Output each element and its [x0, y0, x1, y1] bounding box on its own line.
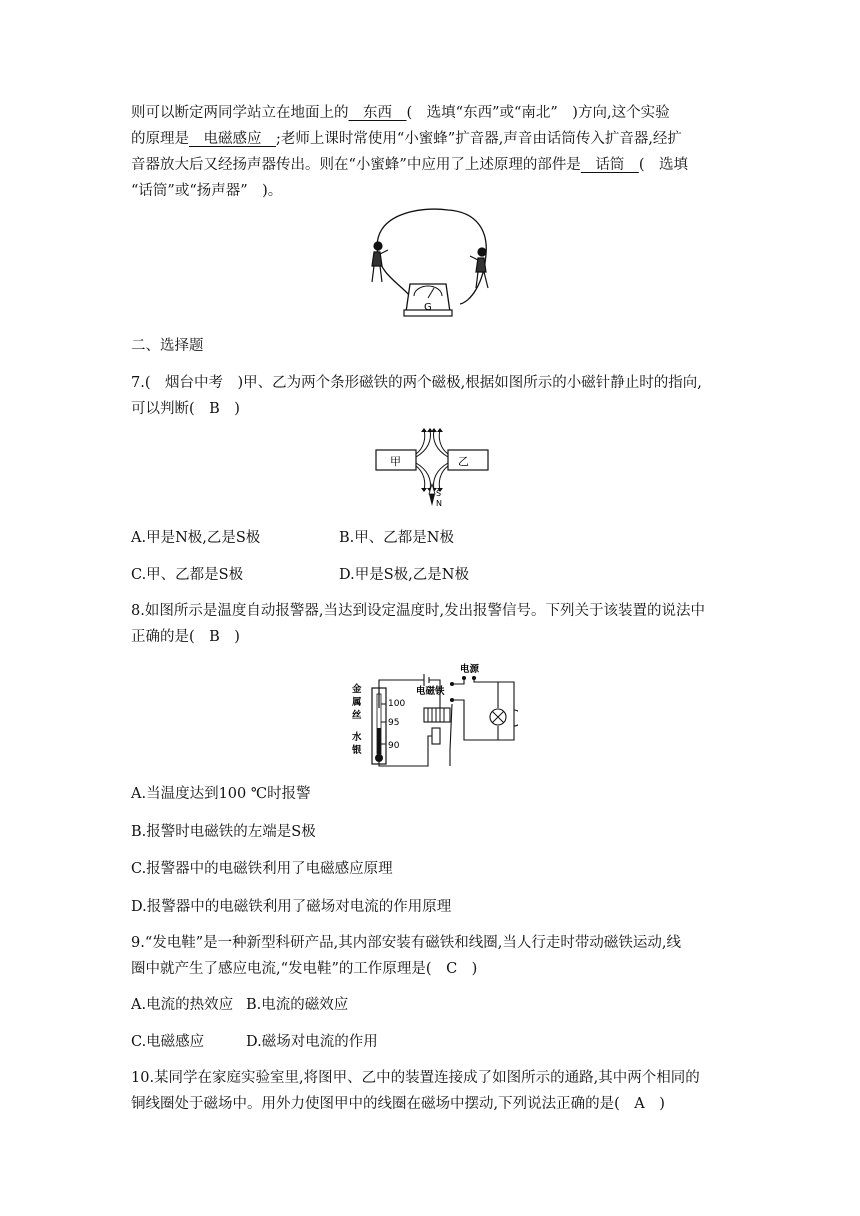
- q7-option-b: B.甲、乙都是N极: [339, 530, 454, 546]
- q7-option-a: A.甲是N极,乙是S极: [131, 530, 261, 546]
- text: ;老师上课时常使用“小蜜蜂”扩音器,声音由话筒传入扩音器,经扩: [276, 131, 682, 147]
- magnet-left-label: 甲: [390, 455, 401, 468]
- right-student-icon: [470, 248, 488, 288]
- answer-blank: 电磁感应: [189, 131, 276, 147]
- q8-option-d: D.报警器中的电磁铁利用了磁场对电流的作用原理: [131, 899, 452, 915]
- q10-stem-line-1: 10.某同学在家庭实验室里,将图甲、乙中的装置连接成了如图所示的通路,其中两个相同的: [131, 1070, 700, 1086]
- needle-n-label: N: [436, 499, 442, 508]
- intro-line-4: “话筒”或“扬声器” )。: [131, 183, 283, 199]
- q9-stem-line-1: 9.“发电鞋”是一种新型科研产品,其内部安装有磁铁和线圈,当人行走时带动磁铁运动,线: [131, 935, 681, 951]
- answer-blank: 东西: [348, 105, 407, 121]
- intro-line-2: [131, 129, 682, 149]
- scale-90: 90: [388, 741, 400, 751]
- q9-option-b: B.电流的磁效应: [246, 997, 349, 1013]
- text: 音器放大后又经扬声器传出。则在“小蜜蜂”中应用了上述原理的部件是: [131, 157, 581, 173]
- alarm-circuit: [452, 677, 514, 741]
- field-lines: [416, 430, 448, 490]
- text: 的原理是: [131, 131, 189, 147]
- text: 则可以断定两同学站立在地面上的: [131, 105, 349, 121]
- lamp-icon: [490, 709, 506, 725]
- intro-line-3: [131, 155, 688, 175]
- needle-s-label: S: [436, 489, 442, 498]
- q9-stem-line-2: 圈中就产生了感应电流,“发电鞋”的工作原理是( C ): [131, 961, 478, 977]
- label-shu: 属: [352, 697, 362, 708]
- label-si: 丝: [352, 710, 362, 721]
- q8-option-c: C.报警器中的电磁铁利用了电磁感应原理: [131, 861, 393, 877]
- intro-line-1: [131, 103, 670, 123]
- relay-switch: [450, 683, 454, 767]
- q9-option-a: A.电流的热效应: [131, 997, 234, 1013]
- q8-option-b: B.报警时电磁铁的左端是S极: [131, 824, 316, 840]
- q10-stem-line-2: 铜线圈处于磁场中。用外力使图甲中的线圈在磁场中摆动,下列说法正确的是( A ): [131, 1096, 665, 1112]
- q8-stem-line-1: 8.如图所示是温度自动报警器,当达到设定温度时,发出报警信号。下列关于该装置的说法中: [131, 603, 706, 619]
- rope-galvanometer-figure: [360, 204, 500, 324]
- scale-95: 95: [388, 718, 400, 728]
- q8-option-a: A.当温度达到100 ℃时报警: [131, 786, 311, 802]
- label-power-source: 电源: [460, 664, 480, 675]
- q7-magnet-figure: [374, 428, 490, 512]
- galvanometer-label: G: [424, 302, 432, 313]
- q7-option-d: D.甲是S极,乙是N极: [339, 567, 469, 583]
- text: ( 选填: [638, 157, 688, 173]
- answer-blank: 话筒: [580, 157, 639, 173]
- section-title: 二、选择题: [131, 338, 204, 354]
- thermometer-icon: [372, 688, 386, 764]
- label-shui: 水: [352, 732, 362, 743]
- label-yin: 银: [352, 745, 362, 756]
- q9-option-c: C.电磁感应: [131, 1034, 205, 1050]
- q7-stem-line-2: 可以判断( B ): [131, 401, 240, 417]
- q8-stem-line-2: 正确的是( B ): [131, 629, 240, 645]
- label-electromagnet: 电磁铁: [416, 686, 445, 697]
- q9-option-d: D.磁场对电流的作用: [246, 1034, 378, 1050]
- label-jin: 金: [352, 684, 362, 695]
- text: ( 选填“东西”或“南北” )方向,这个实验: [406, 105, 670, 121]
- galvanometer-icon: [404, 284, 452, 316]
- q8-alarm-circuit-figure: [348, 660, 518, 768]
- left-student-icon: [372, 242, 388, 282]
- q7-stem-line-1: 7.( 烟台中考 )甲、乙为两个条形磁铁的两个磁极,根据如图所示的小磁针静止时的指向,: [131, 375, 702, 391]
- bell-icon: [514, 710, 518, 726]
- q7-option-c: C.甲、乙都是S极: [131, 567, 244, 583]
- magnet-right-label: 乙: [458, 455, 469, 468]
- scale-100: 100: [388, 699, 406, 709]
- compass-needle-icon: [429, 484, 435, 506]
